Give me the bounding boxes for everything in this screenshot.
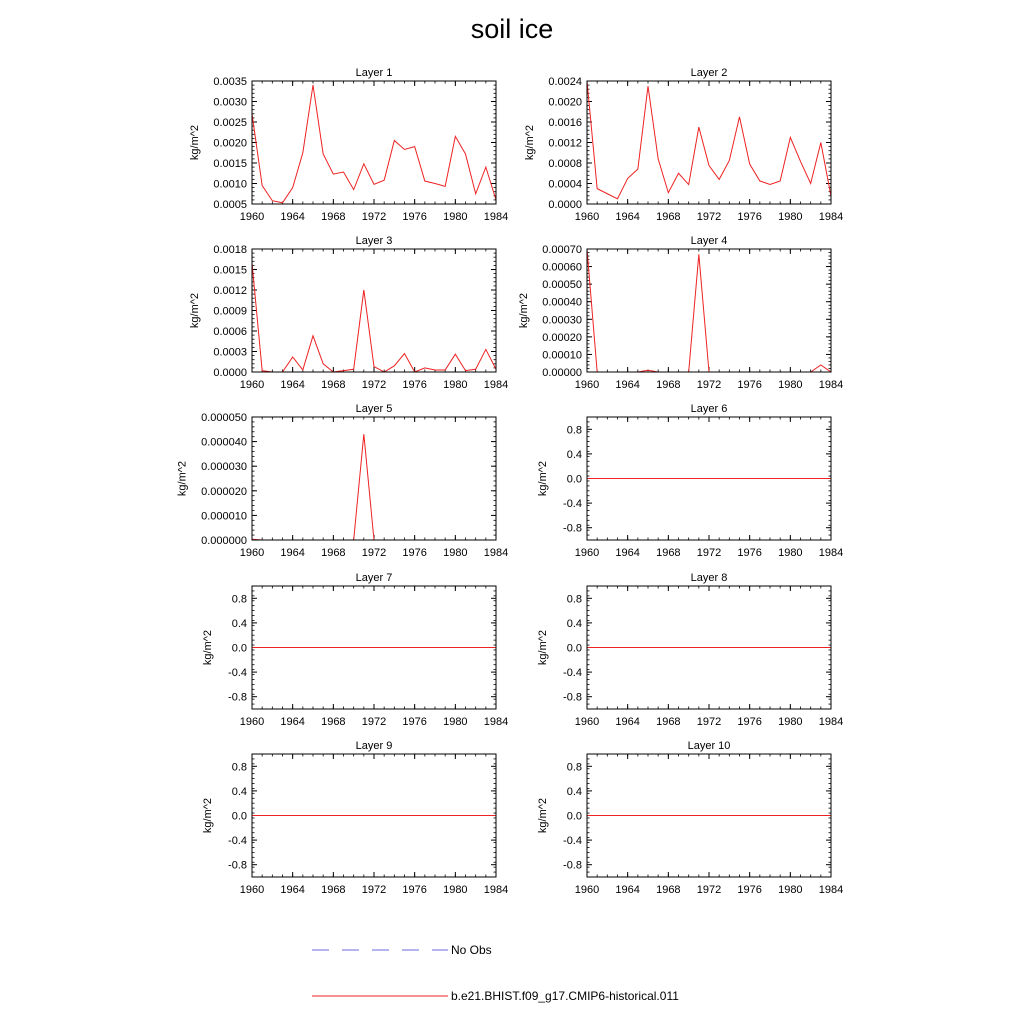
- panel-title: Layer 1: [355, 67, 393, 79]
- x-tick-label: 1976: [737, 884, 762, 896]
- panel-title: Layer 2: [690, 67, 728, 79]
- y-tick-label: 0.0012: [548, 137, 582, 150]
- panel-layer-2: [524, 67, 843, 223]
- y-tick-label: 0.0: [566, 642, 582, 655]
- y-tick-label: 0.0: [231, 642, 247, 655]
- y-tick-label: 0.0015: [213, 158, 247, 170]
- x-tick-label: 1976: [737, 716, 762, 728]
- x-tick-label: 1964: [615, 211, 640, 223]
- panel-layer-6: [537, 403, 843, 559]
- x-tick-label: 1964: [615, 547, 640, 559]
- y-tick-label: 0.00060: [542, 261, 582, 274]
- y-axis-label: kg/m^2: [517, 292, 530, 329]
- y-tick-label: 0.0012: [213, 285, 247, 297]
- y-tick-label: 0.8: [566, 593, 582, 606]
- x-tick-label: 1972: [696, 884, 722, 896]
- panel-title: Layer 7: [355, 572, 393, 584]
- y-tick-label: 0.4: [566, 617, 582, 630]
- y-axis-label: kg/m^2: [201, 629, 214, 666]
- x-tick-label: 1980: [778, 211, 803, 223]
- x-tick-label: 1976: [402, 716, 427, 728]
- x-tick-label: 1968: [321, 547, 346, 559]
- x-tick-label: 1968: [656, 211, 681, 223]
- x-tick-label: 1980: [778, 716, 803, 728]
- y-tick-label: 0.0015: [213, 264, 247, 277]
- x-tick-label: 1964: [280, 211, 305, 223]
- y-tick-label: -0.4: [563, 667, 582, 680]
- x-tick-label: 1980: [443, 379, 468, 391]
- y-tick-label: -0.8: [563, 691, 582, 704]
- y-tick-label: 0.8: [566, 761, 582, 774]
- series-line: [252, 263, 496, 372]
- y-tick-label: 0.0: [566, 810, 582, 823]
- y-axis-label: kg/m^2: [176, 460, 189, 497]
- y-tick-label: 0.0006: [213, 326, 247, 338]
- x-tick-label: 1984: [483, 379, 509, 391]
- x-tick-label: 1960: [574, 716, 600, 728]
- panel-layer-4: [518, 235, 843, 391]
- y-tick-label: 0.8: [566, 424, 582, 437]
- y-tick-label: 0.00020: [542, 331, 582, 344]
- x-tick-label: 1960: [574, 211, 600, 223]
- x-tick-label: 1968: [656, 884, 681, 896]
- x-tick-label: 1980: [443, 884, 468, 896]
- y-tick-label: -0.4: [228, 835, 247, 848]
- x-tick-label: 1960: [239, 716, 265, 728]
- x-tick-label: 1984: [818, 547, 844, 559]
- x-tick-label: 1984: [818, 379, 844, 391]
- y-tick-label: 0.00000: [542, 367, 582, 379]
- x-tick-label: 1964: [615, 379, 640, 391]
- y-tick-label: 0.0035: [213, 76, 247, 88]
- y-tick-label: 0.0018: [213, 244, 247, 256]
- y-tick-label: 0.0020: [213, 137, 247, 150]
- y-tick-label: 0.0: [566, 473, 582, 486]
- y-tick-label: -0.4: [563, 498, 582, 511]
- page-title: soil ice: [470, 14, 554, 44]
- plot-frame: [252, 249, 496, 372]
- y-tick-label: 0.4: [566, 785, 582, 798]
- x-tick-label: 1972: [361, 379, 387, 391]
- legend: [312, 943, 679, 1003]
- y-tick-label: 0.0003: [213, 346, 247, 359]
- panel-title: Layer 5: [355, 403, 393, 415]
- x-tick-label: 1976: [737, 211, 762, 223]
- x-tick-label: 1964: [280, 884, 305, 896]
- y-tick-label: 0.000010: [201, 510, 247, 523]
- panel-title: Layer 4: [690, 235, 728, 247]
- x-tick-label: 1972: [361, 211, 387, 223]
- panel-layer-5: [177, 403, 509, 559]
- x-tick-label: 1984: [483, 211, 509, 223]
- series-line: [587, 249, 831, 372]
- x-tick-label: 1968: [656, 379, 681, 391]
- y-tick-label: 0.0009: [213, 305, 247, 318]
- x-tick-label: 1960: [239, 379, 265, 391]
- panel-layer-9: [202, 740, 508, 896]
- y-tick-label: -0.8: [228, 691, 247, 704]
- y-tick-label: 0.000000: [201, 535, 247, 547]
- y-tick-label: 0.0020: [548, 96, 582, 109]
- y-tick-label: -0.4: [228, 667, 247, 680]
- y-tick-label: 0.000050: [201, 412, 247, 424]
- y-tick-label: 0.4: [231, 617, 247, 630]
- y-axis-label: kg/m^2: [536, 797, 549, 834]
- x-tick-label: 1960: [239, 547, 265, 559]
- panel-layer-7: [202, 572, 508, 728]
- y-tick-label: 0.0010: [213, 178, 247, 191]
- x-tick-label: 1980: [778, 884, 803, 896]
- y-tick-label: 0.000040: [201, 436, 247, 449]
- x-tick-label: 1964: [615, 884, 640, 896]
- y-axis-label: kg/m^2: [189, 292, 202, 329]
- panel-layer-1: [189, 67, 508, 223]
- x-tick-label: 1972: [696, 379, 722, 391]
- plot-frame: [252, 417, 496, 540]
- x-tick-label: 1984: [818, 211, 844, 223]
- y-tick-label: 0.4: [231, 785, 247, 798]
- x-tick-label: 1964: [280, 379, 305, 391]
- y-tick-label: 0.00040: [542, 296, 582, 309]
- panel-title: Layer 8: [690, 572, 728, 584]
- x-tick-label: 1972: [696, 716, 722, 728]
- panel-layer-8: [537, 572, 843, 728]
- panel-title: Layer 10: [687, 740, 731, 752]
- y-tick-label: 0.8: [231, 593, 247, 606]
- x-tick-label: 1972: [361, 716, 387, 728]
- x-tick-label: 1968: [321, 716, 346, 728]
- x-tick-label: 1972: [696, 547, 722, 559]
- x-tick-label: 1976: [737, 547, 762, 559]
- y-axis-label: kg/m^2: [189, 124, 202, 161]
- y-tick-label: 0.4: [566, 448, 582, 461]
- y-tick-label: -0.8: [563, 522, 582, 535]
- x-tick-label: 1976: [402, 547, 427, 559]
- plot-frame: [587, 249, 831, 372]
- y-tick-label: 0.00050: [542, 279, 582, 292]
- y-tick-label: 0.00030: [542, 314, 582, 327]
- legend-label: b.e21.BHIST.f09_g17.CMIP6-historical.011: [451, 989, 679, 1003]
- legend-label: No Obs: [451, 943, 492, 957]
- x-tick-label: 1976: [402, 211, 427, 223]
- x-tick-label: 1960: [574, 884, 600, 896]
- y-axis-label: kg/m^2: [536, 460, 549, 497]
- x-tick-label: 1968: [321, 211, 346, 223]
- x-tick-label: 1968: [656, 547, 681, 559]
- y-tick-label: -0.4: [563, 835, 582, 848]
- x-tick-label: 1968: [656, 716, 681, 728]
- x-tick-label: 1960: [239, 884, 265, 896]
- x-tick-label: 1976: [402, 379, 427, 391]
- x-tick-label: 1980: [443, 211, 468, 223]
- x-tick-label: 1960: [574, 547, 600, 559]
- series-line: [252, 434, 496, 540]
- x-tick-label: 1960: [574, 379, 600, 391]
- y-tick-label: 0.0000: [213, 367, 247, 379]
- series-line: [252, 85, 496, 203]
- y-tick-label: 0.0030: [213, 96, 247, 109]
- x-tick-label: 1972: [361, 884, 387, 896]
- panel-title: Layer 6: [690, 403, 728, 415]
- x-tick-label: 1984: [483, 884, 509, 896]
- y-tick-label: 0.00010: [542, 349, 582, 362]
- panel-layer-10: [537, 740, 843, 896]
- y-tick-label: 0.0016: [548, 117, 582, 129]
- panel-title: Layer 3: [355, 235, 393, 247]
- x-tick-label: 1964: [280, 547, 305, 559]
- y-tick-label: 0.00070: [542, 244, 582, 256]
- y-tick-label: -0.8: [228, 859, 247, 872]
- x-tick-label: 1980: [443, 716, 468, 728]
- y-tick-label: 0.0: [231, 810, 247, 823]
- y-tick-label: 0.0000: [548, 199, 582, 211]
- y-tick-label: 0.0004: [548, 178, 582, 191]
- x-tick-label: 1980: [778, 547, 803, 559]
- x-tick-label: 1984: [483, 547, 509, 559]
- y-tick-label: 0.0008: [548, 158, 582, 170]
- y-axis-label: kg/m^2: [524, 124, 537, 161]
- y-tick-label: 0.8: [231, 761, 247, 774]
- series-line: [587, 81, 831, 199]
- x-tick-label: 1976: [737, 379, 762, 391]
- x-tick-label: 1960: [239, 211, 265, 223]
- panel-layer-3: [189, 235, 508, 391]
- x-tick-label: 1964: [280, 716, 305, 728]
- y-tick-label: 0.000030: [201, 461, 247, 474]
- x-tick-label: 1984: [818, 716, 844, 728]
- x-tick-label: 1964: [615, 716, 640, 728]
- panel-title: Layer 9: [355, 740, 393, 752]
- x-tick-label: 1976: [402, 884, 427, 896]
- x-tick-label: 1984: [818, 884, 844, 896]
- y-tick-label: -0.8: [563, 859, 582, 872]
- x-tick-label: 1980: [778, 379, 803, 391]
- x-tick-label: 1980: [443, 547, 468, 559]
- x-tick-label: 1984: [483, 716, 509, 728]
- x-tick-label: 1968: [321, 884, 346, 896]
- x-tick-label: 1968: [321, 379, 346, 391]
- y-tick-label: 0.0025: [213, 117, 247, 129]
- y-axis-label: kg/m^2: [201, 797, 214, 834]
- y-tick-label: 0.0024: [548, 76, 582, 88]
- x-tick-label: 1972: [696, 211, 722, 223]
- y-tick-label: 0.000020: [201, 485, 247, 498]
- x-tick-label: 1972: [361, 547, 387, 559]
- y-tick-label: 0.0005: [213, 199, 247, 211]
- y-axis-label: kg/m^2: [536, 629, 549, 666]
